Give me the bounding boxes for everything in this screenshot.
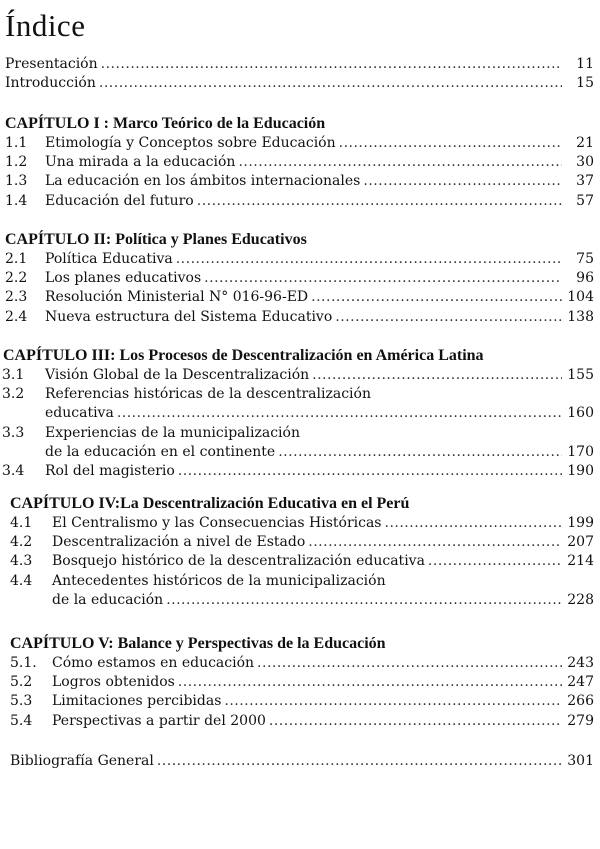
entry-title: Bibliografía General xyxy=(10,753,154,769)
section-number: 3.1 xyxy=(2,367,25,383)
toc-entry xyxy=(5,74,562,93)
section-number: 5.1. xyxy=(10,655,37,671)
toc-row[interactable] xyxy=(0,250,600,269)
toc-row[interactable] xyxy=(0,654,600,673)
toc-row[interactable] xyxy=(0,673,600,692)
toc-entry xyxy=(52,673,562,692)
toc-entry xyxy=(52,552,562,571)
toc-entry xyxy=(45,443,562,462)
entry-title: educativa xyxy=(45,405,114,422)
entry-title: de la educación en el continente xyxy=(45,443,276,460)
dot-leader xyxy=(101,55,562,74)
entry-title: Una mirada a la educación xyxy=(45,154,236,171)
toc-row[interactable] xyxy=(0,404,600,423)
page-number: 11 xyxy=(576,56,594,72)
toc-entry xyxy=(52,654,562,673)
page-number: 301 xyxy=(567,753,594,769)
section-number: 1.3 xyxy=(5,173,28,190)
page-number: 155 xyxy=(567,367,594,383)
entry-title: Etimología y Conceptos sobre Educación xyxy=(45,135,336,151)
chapter-section xyxy=(0,114,600,211)
toc-row[interactable] xyxy=(0,462,600,481)
toc-row[interactable] xyxy=(0,552,600,571)
page-number: 279 xyxy=(567,712,594,729)
dot-leader xyxy=(385,514,563,533)
toc-entry xyxy=(45,269,562,288)
section-number: 3.3 xyxy=(2,424,25,441)
section-number: 2.3 xyxy=(5,289,28,306)
page-number: 30 xyxy=(576,154,594,171)
section-number: 5.4 xyxy=(10,712,33,729)
toc-entry xyxy=(45,308,562,327)
entry-title: Introducción xyxy=(5,75,96,92)
chapter-section xyxy=(0,230,600,327)
page-number: 138 xyxy=(567,308,594,325)
chapter-section xyxy=(0,494,600,610)
toc-entry xyxy=(52,591,562,610)
page-number: 170 xyxy=(567,443,594,460)
section-number: 4.3 xyxy=(10,553,33,570)
toc-row[interactable] xyxy=(0,269,600,288)
toc-entry xyxy=(52,533,562,552)
toc-entry xyxy=(45,462,562,481)
section-number: 4.2 xyxy=(10,534,33,551)
toc-row-continued[interactable] xyxy=(0,424,600,443)
entry-title: Bosquejo histórico de la descentralización educativa xyxy=(52,553,425,570)
entry-title: Logros obtenidos xyxy=(52,674,175,691)
entry-title: Los planes educativos xyxy=(45,270,202,287)
toc-row[interactable] xyxy=(0,692,600,711)
entry-title: Experiencias de la municipalización xyxy=(45,424,300,441)
entry-title: Cómo estamos en educación xyxy=(52,655,255,671)
toc-entry xyxy=(45,134,562,153)
chapter-heading: CAPÍTULO IV:La Descentralización Educativa en el Perú xyxy=(10,495,410,512)
page-number: 160 xyxy=(567,405,594,422)
dot-leader xyxy=(166,591,562,610)
page-number: 207 xyxy=(567,534,594,551)
toc-row[interactable] xyxy=(0,712,600,731)
toc-row[interactable] xyxy=(0,533,600,552)
page-number: 199 xyxy=(567,515,594,531)
section-number: 2.4 xyxy=(5,308,28,325)
entry-title: Descentralización a nivel de Estado xyxy=(52,534,306,551)
back-matter xyxy=(0,752,600,771)
page-number: 57 xyxy=(576,192,594,209)
entry-title: Presentación xyxy=(5,56,98,72)
toc-entry xyxy=(5,55,562,74)
toc-row[interactable] xyxy=(0,752,600,771)
entry-title: de la educación xyxy=(52,591,164,608)
chapter-section xyxy=(0,634,600,731)
entry-title: El Centralismo y las Consecuencias Históricas xyxy=(52,515,382,531)
section-number: 3.4 xyxy=(2,462,25,479)
page-number: 247 xyxy=(567,674,594,691)
dot-leader xyxy=(312,366,562,385)
entry-title: Limitaciones percibidas xyxy=(52,693,222,710)
entry-title: Visión Global de la Descentralización xyxy=(45,367,310,383)
toc-entry xyxy=(45,192,562,211)
dot-leader xyxy=(224,692,562,711)
entry-title: Antecedentes históricos de la municipalización xyxy=(52,572,386,589)
toc-entry xyxy=(45,153,562,172)
entry-title: Nueva estructura del Sistema Educativo xyxy=(45,308,333,325)
toc-entry xyxy=(45,172,562,191)
front-matter xyxy=(0,55,600,93)
toc-entry xyxy=(52,514,562,533)
entry-title: Política Educativa xyxy=(45,251,173,267)
dot-leader xyxy=(269,712,562,731)
entry-title: La educación en los ámbitos internacionales xyxy=(45,173,361,190)
toc-entry xyxy=(45,250,562,269)
entry-title: Referencias históricas de la descentralización xyxy=(45,386,371,403)
page-number: 214 xyxy=(567,553,594,570)
dot-leader xyxy=(176,250,562,269)
dot-leader xyxy=(197,192,562,211)
toc-row[interactable] xyxy=(0,288,600,307)
page-number: 228 xyxy=(567,591,594,608)
section-number: 2.1 xyxy=(5,251,28,267)
dot-leader xyxy=(178,673,562,692)
page-title: Índice xyxy=(5,8,86,43)
toc-row[interactable] xyxy=(0,591,600,610)
dot-leader xyxy=(308,533,562,552)
section-number: 4.1 xyxy=(10,515,33,531)
page-number: 21 xyxy=(576,135,594,151)
entry-title: Perspectivas a partir del 2000 xyxy=(52,712,266,729)
dot-leader xyxy=(363,172,562,191)
toc-entry xyxy=(10,752,562,771)
entry-title: Educación del futuro xyxy=(45,192,194,209)
section-number: 2.2 xyxy=(5,270,28,287)
chapter-heading: CAPÍTULO II: Política y Planes Educativos xyxy=(5,231,307,248)
dot-leader xyxy=(278,443,562,462)
dot-leader xyxy=(178,462,562,481)
chapter-section xyxy=(0,346,600,481)
section-number: 1.2 xyxy=(5,154,28,171)
dot-leader xyxy=(257,654,562,673)
dot-leader xyxy=(204,269,562,288)
toc-row[interactable] xyxy=(0,153,600,172)
dot-leader xyxy=(238,153,562,172)
entry-title: Rol del magisterio xyxy=(45,462,175,479)
page-number: 243 xyxy=(567,655,594,671)
toc-entry xyxy=(45,366,562,385)
toc-row[interactable] xyxy=(0,443,600,462)
toc-row[interactable] xyxy=(0,74,600,93)
toc-row[interactable] xyxy=(0,172,600,191)
section-number: 5.2 xyxy=(10,674,33,691)
chapter-heading: CAPÍTULO III: Los Procesos de Descentralización en América Latina xyxy=(3,347,484,364)
toc-row[interactable] xyxy=(0,192,600,211)
entry-title: Resolución Ministerial N° 016-96-ED xyxy=(45,289,309,306)
toc-row[interactable] xyxy=(0,308,600,327)
toc-entry xyxy=(45,288,562,307)
toc-row[interactable] xyxy=(0,514,600,533)
dot-leader xyxy=(157,752,562,771)
section-number: 3.2 xyxy=(2,386,25,403)
toc-row[interactable] xyxy=(0,366,600,385)
toc-row[interactable] xyxy=(0,55,600,74)
page-number: 15 xyxy=(576,75,594,92)
page-number: 266 xyxy=(567,693,594,710)
section-number: 1.4 xyxy=(5,192,28,209)
dot-leader xyxy=(99,74,562,93)
section-number: 4.4 xyxy=(10,572,33,589)
dot-leader xyxy=(428,552,562,571)
dot-leader xyxy=(335,308,562,327)
section-number: 1.1 xyxy=(5,135,28,151)
page-number: 37 xyxy=(576,173,594,190)
dot-leader xyxy=(117,404,562,423)
page-number: 190 xyxy=(567,462,594,479)
page-number: 75 xyxy=(576,251,594,267)
toc-row-continued[interactable] xyxy=(0,385,600,404)
dot-leader xyxy=(339,134,562,153)
toc-entry xyxy=(45,404,562,423)
chapter-heading: CAPÍTULO I : Marco Teórico de la Educación xyxy=(5,115,326,132)
section-number: 5.3 xyxy=(10,693,33,710)
toc-row-continued[interactable] xyxy=(0,572,600,591)
chapter-heading: CAPÍTULO V: Balance y Perspectivas de la Educación xyxy=(10,635,386,652)
page-number: 96 xyxy=(576,270,594,287)
toc-entry xyxy=(52,692,562,711)
toc-entry xyxy=(52,712,562,731)
dot-leader xyxy=(311,288,562,307)
toc-row[interactable] xyxy=(0,134,600,153)
page-number: 104 xyxy=(567,289,594,306)
